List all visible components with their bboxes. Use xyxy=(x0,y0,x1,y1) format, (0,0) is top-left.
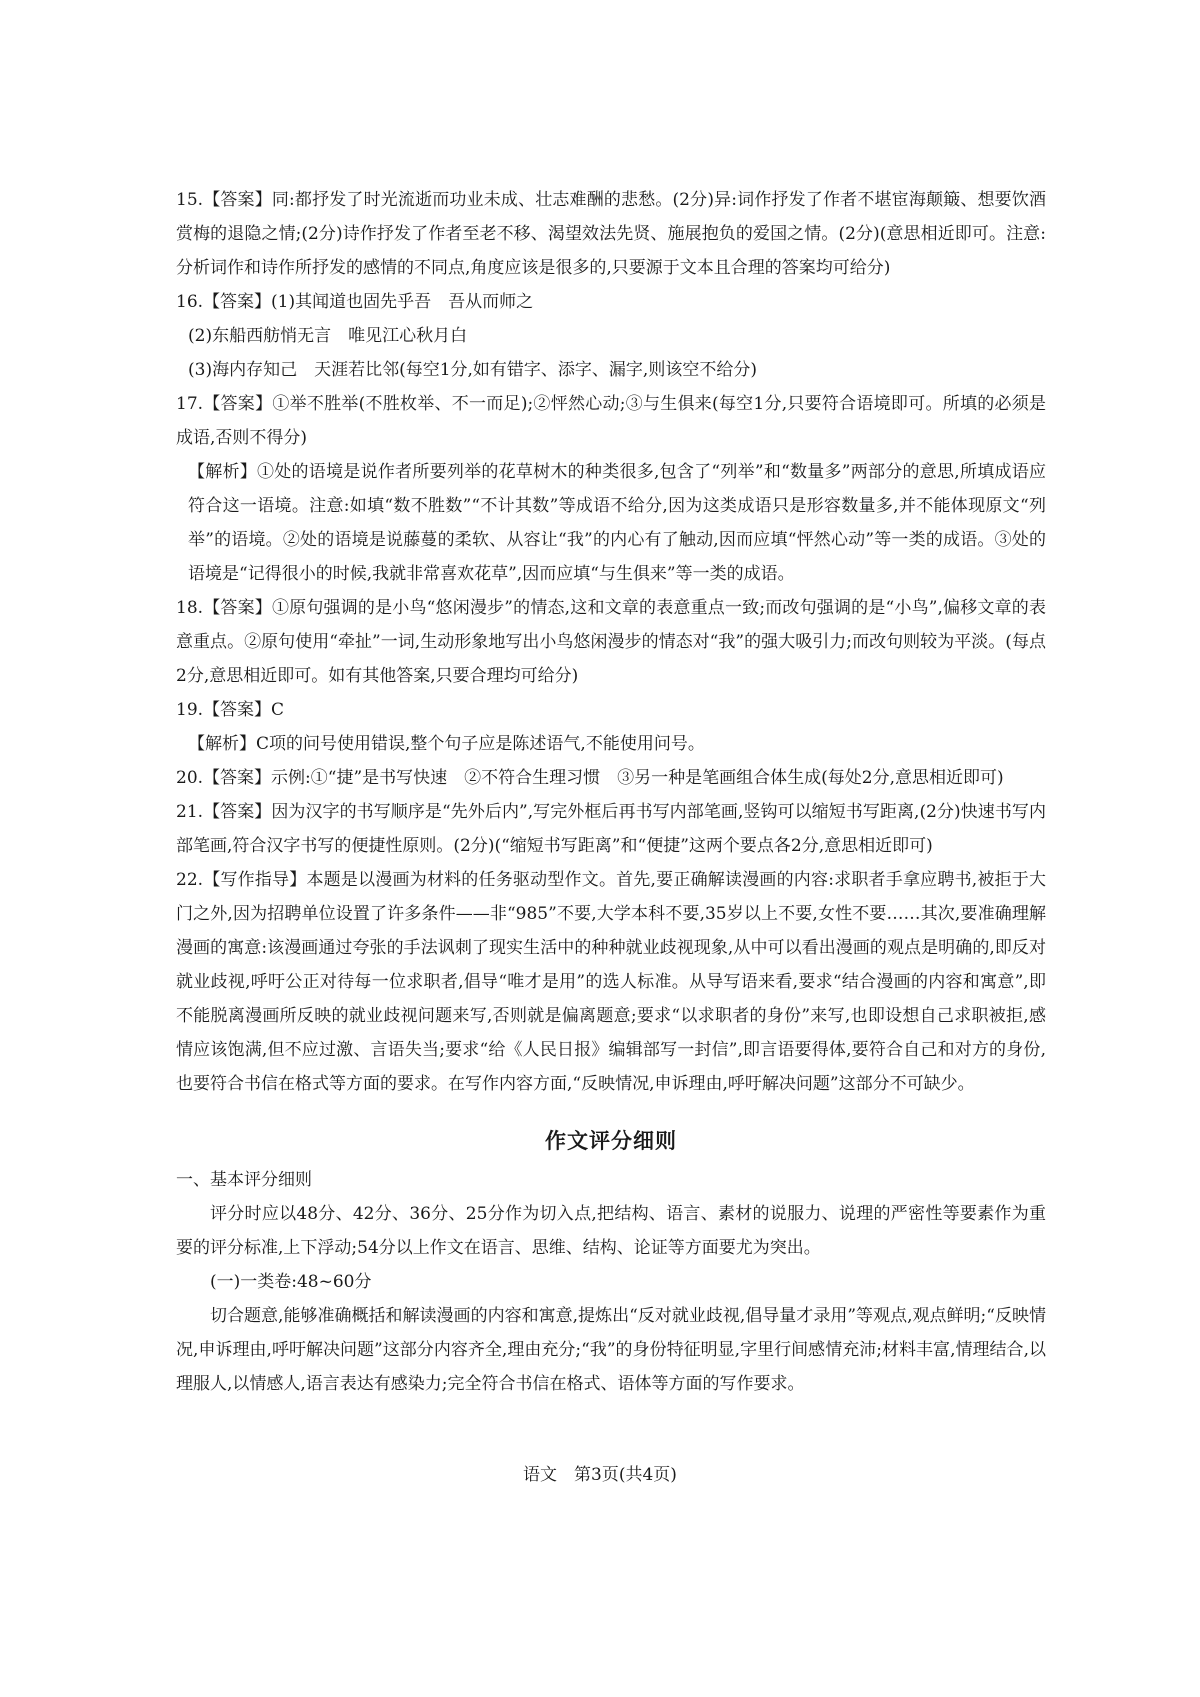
answer-20: 20.【答案】示例:①“捷”是书写快速 ②不符合生理习惯 ③另一种是笔画组合体生成(每处2分,意思相近即可) xyxy=(176,768,1004,788)
answer-16-line-3: (3)海内存知己 天涯若比邻(每空1分,如有错字、添字、漏字,则该空不给分) xyxy=(188,360,757,380)
answer-19-analysis: 【解析】C项的问号使用错误,整个句子应是陈述语气,不能使用问号。 xyxy=(188,734,705,754)
rubric-class-1: (一)一类卷:48~60分 xyxy=(210,1272,372,1292)
rubric-section-1: 一、基本评分细则 xyxy=(176,1170,312,1190)
answer-content xyxy=(176,183,1046,1401)
answer-22: 22.【写作指导】本题是以漫画为材料的任务驱动型作文。首先,要正确解读漫画的内容:求职者手拿应聘书,被拒于大门之外,因为招聘单位设置了许多条件——非“985”不要,大学本科不要,35岁以上不要,女性不要……其次,要准确理解漫画的寓意:该漫画通过夸张的手法讽刺了现实生活中的种种就业歧视现象,从中可以看出漫画的观点是明确的,即反对就业歧视,呼吁公正对待每一位求职者,倡导“唯才是用”的选人标准。从导写语来看,要求“结合漫画的内容和寓意”,即不能脱离漫画所反映的就业歧视问题来写,否则就是偏离题意;要求“以求职者的身份”来写,也即设想自己求职被拒,感情应该饱满,但不应过激、言语失当;要求“给《人民日报》编辑部写一封信”,即言语要得体,要符合自己和对方的身份,也要符合书信在格式等方面的要求。在写作内容方面,“反映情况,申诉理由,呼吁解决问题”这部分不可缺少。 xyxy=(176,870,1046,1094)
answer-16-line-2: (2)东船西舫悄无言 唯见江心秋月白 xyxy=(188,326,468,346)
answer-16: 16.【答案】(1)其闻道也固先乎吾 吾从而师之 xyxy=(176,292,534,312)
rubric-title: 作文评分细则 xyxy=(545,1129,677,1153)
answer-21: 21.【答案】因为汉字的书写顺序是“先外后内”,写完外框后再书写内部笔画,竖钩可以缩短书写距离,(2分)快速书写内部笔画,符合汉字书写的便捷性原则。(2分)(“缩短书写距离”和“便捷”这两个要点各2分,意思相近即可) xyxy=(176,802,1046,856)
answer-19: 19.【答案】C xyxy=(176,700,285,720)
page-footer: 语文 第3页(共4页) xyxy=(523,1465,677,1485)
answer-17-analysis: 【解析】①处的语境是说作者所要列举的花草树木的种类很多,包含了“列举”和“数量多”两部分的意思,所填成语应符合这一语境。注意:如填“数不胜数”“不计其数”等成语不给分,因为这类成语只是形容数量多,并不能体现原文“列举”的语境。②处的语境是说藤蔓的柔软、从容让“我”的内心有了触动,因而应填“怦然心动”等一类的成语。③处的语境是“记得很小的时候,我就非常喜欢花草”,因而应填“与生俱来”等一类的成语。 xyxy=(188,462,1046,584)
rubric-paragraph-1: 评分时应以48分、42分、36分、25分作为切入点,把结构、语言、素材的说服力、说理的严密性等要素作为重要的评分标准,上下浮动;54分以上作文在语言、思维、结构、论证等方面要尤为突出。 xyxy=(176,1204,1046,1258)
rubric-paragraph-2: 切合题意,能够准确概括和解读漫画的内容和寓意,提炼出“反对就业歧视,倡导量才录用”等观点,观点鲜明;“反映情况,申诉理由,呼吁解决问题”这部分内容齐全,理由充分;“我”的身份特征明显,字里行间感情充沛;材料丰富,情理结合,以理服人,以情感人,语言表达有感染力;完全符合书信在格式、语体等方面的写作要求。 xyxy=(176,1306,1046,1394)
answer-17: 17.【答案】①举不胜举(不胜枚举、不一而足);②怦然心动;③与生俱来(每空1分,只要符合语境即可。所填的必须是成语,否则不得分) xyxy=(176,394,1046,448)
answer-18: 18.【答案】①原句强调的是小鸟“悠闲漫步”的情态,这和文章的表意重点一致;而改句强调的是“小鸟”,偏移文章的表意重点。②原句使用“牵扯”一词,生动形象地写出小鸟悠闲漫步的情态对“我”的强大吸引力;而改句则较为平淡。(每点2分,意思相近即可。如有其他答案,只要合理均可给分) xyxy=(176,598,1046,686)
answer-15: 15.【答案】同:都抒发了时光流逝而功业未成、壮志难酬的悲愁。(2分)异:词作抒发了作者不堪宦海颠簸、想要饮酒赏梅的退隐之情;(2分)诗作抒发了作者至老不移、渴望效法先贤、施展抱负的爱国之情。(2分)(意思相近即可。注意:分析词作和诗作所抒发的感情的不同点,角度应该是很多的,只要源于文本且合理的答案均可给分) xyxy=(176,190,1046,278)
